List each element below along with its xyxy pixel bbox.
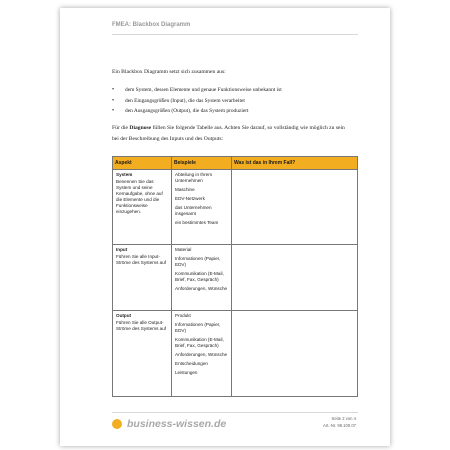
table-row	[113, 170, 358, 245]
bullet-icon: •	[112, 87, 115, 93]
example-item: Entscheidungen	[175, 361, 208, 366]
aspect-description: Benennen Sie das System und seine Kernaufgabe, ohne auf die Elemente und die Funktionsweise einzugehen.	[116, 179, 163, 215]
answer-cell[interactable]	[232, 311, 358, 397]
example-item: Kommunikation (E-Mail, Brief, Fax, Gespräch)	[175, 271, 224, 282]
column-header-beispiele: Beispiele	[172, 157, 232, 170]
list-item	[112, 106, 352, 117]
bullet-icon: •	[112, 108, 115, 114]
example-item: ein bestimmtes Team	[175, 220, 219, 225]
example-item: Produkt	[175, 313, 191, 318]
examples-cell	[172, 311, 232, 397]
logo-dot-icon	[112, 419, 122, 429]
bullet-icon: •	[112, 97, 115, 104]
instruction-text-start: Für die	[112, 125, 130, 131]
footer-divider	[112, 412, 358, 413]
logo-text: business-wissen.de	[127, 418, 227, 430]
aspect-name: Input	[116, 247, 128, 252]
instruction-text-end: füllen Sie folgende Tabelle aus. Achten Sie darauf, so vollständig wie möglich zu sein bei der Beschreibung des Inputs und des Outputs:	[112, 125, 345, 142]
examples-cell	[172, 170, 232, 245]
aspect-cell	[113, 245, 172, 311]
example-item: Abteilung in Ihrem Unternehmen	[175, 172, 213, 183]
page-number: Seite 2 von 4	[331, 416, 356, 421]
column-header-aspekt: Aspekt	[113, 157, 172, 170]
list-item	[112, 85, 352, 96]
document-header-title: FMEA: Blackbox Diagramm	[112, 22, 191, 28]
examples-cell	[172, 245, 232, 311]
aspect-name: Output	[116, 313, 132, 318]
example-item: Informationen (Papier, EDV)	[175, 256, 221, 267]
example-item: Anforderungen, Wünsche	[175, 352, 228, 357]
table-header-row	[113, 157, 358, 170]
example-item: Maschine	[175, 187, 195, 192]
list-item-text: den Eingangsgrößen (Input), die das System verarbeitet	[125, 97, 245, 104]
document-page	[60, 8, 390, 446]
example-item: Informationen (Papier, EDV)	[175, 322, 221, 333]
aspect-name: System	[116, 172, 133, 177]
table-row	[113, 245, 358, 311]
example-item: Anforderungen, Wünsche	[175, 286, 228, 291]
list-item-text: den Ausgangsgrößen (Output), die das System produziert	[125, 108, 249, 114]
aspect-cell	[113, 170, 172, 245]
article-number: Art.-Nr. 99.100.07	[322, 423, 356, 428]
bullet-list	[112, 85, 352, 117]
answer-cell[interactable]	[232, 170, 358, 245]
footer-meta	[323, 415, 356, 429]
brand-logo	[112, 418, 226, 430]
example-item: Leistungen	[175, 370, 198, 375]
example-item: EDV-Netzwerk	[175, 196, 205, 201]
aspect-description: Führen Sie alle Input-Ströme des Systems auf	[116, 254, 167, 266]
example-item: das Unternehmen insgesamt	[175, 205, 212, 216]
instruction-bold-term: Diagnose	[129, 125, 152, 131]
aspect-cell	[113, 311, 172, 397]
fmea-table	[112, 156, 358, 397]
list-item-text: dem System, dessen Elemente und genaue Funktionsweise unbekannt ist	[125, 87, 282, 93]
header-divider	[112, 34, 358, 35]
column-header-ihr-fall: Was ist das in Ihrem Fall?	[232, 157, 358, 170]
table-row	[113, 311, 358, 397]
example-item: Kommunikation (E-Mail, Brief, Fax, Gespräch)	[175, 337, 224, 348]
list-item	[112, 96, 352, 107]
example-item: Material	[175, 247, 192, 252]
aspect-description: Führen Sie alle Output-Ströme des Systems auf	[116, 320, 167, 332]
intro-text: Ein Blackbox Diagramm setzt sich zusammen aus:	[112, 69, 226, 75]
answer-cell[interactable]	[232, 245, 358, 311]
instruction-paragraph	[112, 123, 352, 144]
